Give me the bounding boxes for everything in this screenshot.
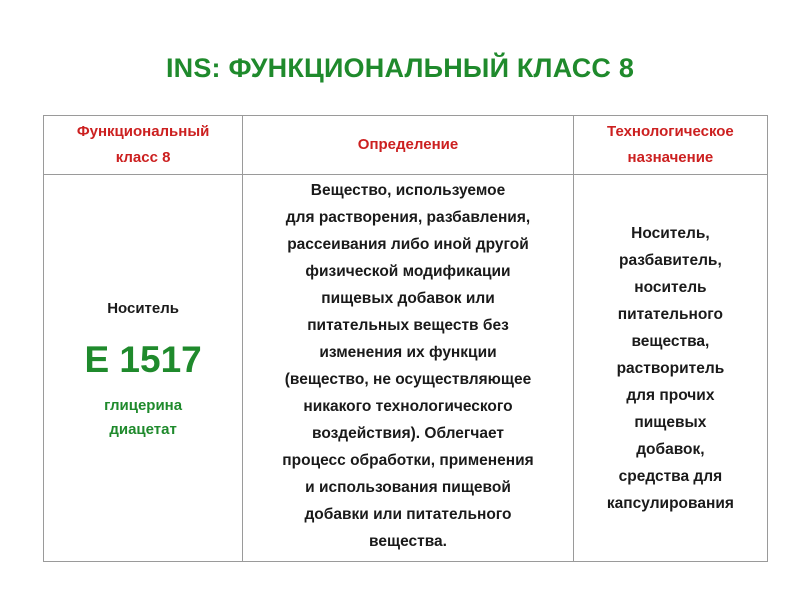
purpose-line: разбавитель, [619, 251, 722, 269]
purpose-line: капсулирования [606, 494, 734, 512]
definition-line: и использования пищевой [305, 479, 511, 496]
definition-line: физической модификации [305, 263, 511, 280]
definition-line: добавки или питательного [304, 506, 512, 523]
header-text-line: Функциональный [76, 123, 210, 140]
definition-cell [243, 175, 574, 562]
definition-line: для растворения, разбавления, [285, 209, 531, 226]
header-definition [243, 116, 574, 175]
table-header-row [44, 116, 768, 175]
definition-line: Вещество, используемое [310, 182, 506, 199]
definition-line: питательных веществ без [307, 317, 509, 334]
header-text-line: назначение [627, 149, 714, 166]
definition-line: никакого технологического [303, 398, 513, 415]
definition-line: рассеивания либо иной другой [287, 236, 529, 253]
substance-name-line: глицерина [104, 396, 183, 414]
e-code: E 1517 [84, 338, 202, 380]
header-functional-class [44, 116, 243, 175]
substance-name-line: диацетат [109, 420, 177, 438]
purpose-line: Носитель, [631, 224, 710, 242]
purpose-line: вещества, [631, 332, 710, 350]
functional-class-table [43, 115, 768, 562]
header-text-line: класс 8 [115, 149, 171, 166]
definition-line: изменения их функции [319, 344, 497, 361]
definition-line: процесс обработки, применения [282, 452, 534, 469]
purpose-line: пищевых [634, 413, 707, 431]
class-cell [44, 175, 243, 562]
header-purpose [573, 116, 767, 175]
purpose-line: добавок, [636, 440, 705, 458]
purpose-line: питательного [617, 305, 724, 323]
purpose-line: для прочих [626, 386, 715, 404]
table-row [44, 175, 768, 562]
carrier-label: Носитель [107, 299, 179, 317]
purpose-line: носитель [634, 278, 707, 296]
definition-line: вещества. [369, 533, 447, 550]
purpose-line: растворитель [616, 359, 725, 377]
definition-line: пищевых добавок или [321, 290, 495, 307]
header-text-line: Определение [357, 136, 459, 153]
header-text-line: Технологическое [607, 123, 734, 140]
definition-line: воздействия). Облегчает [312, 425, 504, 442]
definition-line: (вещество, не осуществляющее [284, 371, 532, 388]
purpose-cell [573, 175, 767, 562]
page-title: INS: ФУНКЦИОНАЛЬНЫЙ КЛАСС 8 [165, 53, 635, 83]
purpose-line: средства для [618, 467, 723, 485]
